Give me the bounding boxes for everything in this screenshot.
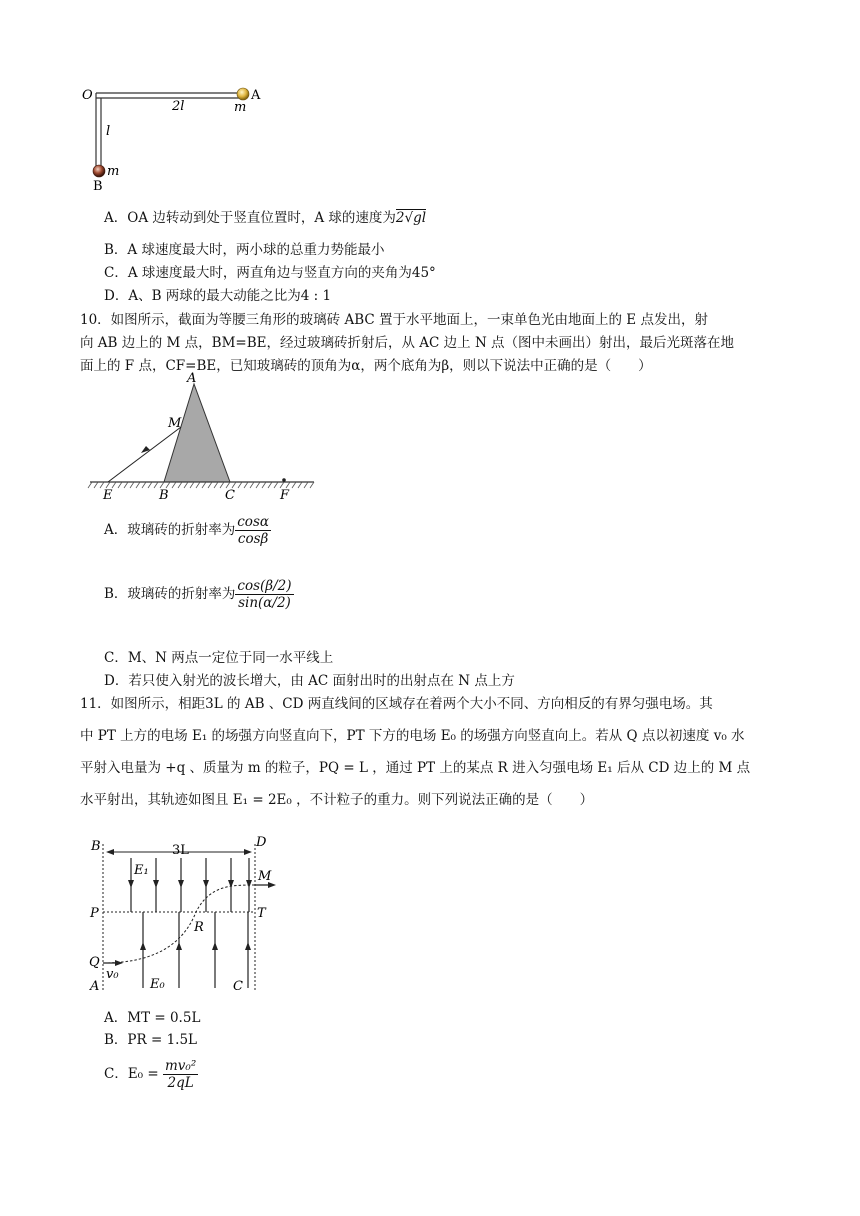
q9-option-d: D．A、B 两球的最大动能之比为4 : 1	[104, 288, 332, 304]
q10-option-a-prefix: A．玻璃砖的折射率为	[104, 522, 236, 538]
label-f10: F	[280, 488, 290, 503]
label-b11: B	[91, 839, 101, 854]
label-2l: 2l	[172, 99, 185, 114]
q9-option-b: B．A 球速度最大时，两小球的总重力势能最小	[104, 242, 385, 258]
label-e0: E₀	[150, 977, 165, 992]
q10-option-b	[104, 578, 294, 611]
q10-option-a-den: cosβ	[237, 531, 269, 547]
label-a10: A	[187, 371, 197, 386]
q11-option-c-prefix: C．E₀ =	[104, 1066, 159, 1082]
label-a11: A	[90, 979, 100, 994]
q11-option-b: B．PR = 1.5L	[104, 1032, 197, 1048]
q11-stem-line3: 平射入电量为 +q 、质量为 m 的粒子，PQ = L ，通过 PT 上的某点 R 进入匀强电场 E₁ 后从 CD 边上的 M 点	[80, 760, 751, 776]
ball-a	[237, 88, 249, 100]
v0-arrow-icon	[115, 960, 123, 966]
q10-figure	[86, 371, 326, 503]
label-v0: v₀	[106, 967, 119, 982]
q9-option-c: C．A 球速度最大时，两直角边与竖直方向的夹角为45°	[104, 265, 436, 281]
q10-option-c: C．M、N 两点一定位于同一水平线上	[104, 650, 334, 666]
label-t11: T	[257, 906, 266, 921]
q9-option-a-text: OA 边转动到处于竖直位置时，A 球的速度为	[127, 210, 396, 226]
label-p11: P	[90, 906, 99, 921]
q10-option-a	[104, 514, 271, 547]
label-mass-b: m	[107, 164, 120, 179]
q10-option-a-fraction	[235, 514, 271, 547]
label-m10: M	[168, 416, 182, 431]
q10-option-b-num: cos(β/2)	[237, 578, 292, 594]
q9-option-a-prefix: A．	[104, 210, 128, 226]
label-e10: E	[103, 488, 113, 503]
q10-option-b-prefix: B．玻璃砖的折射率为	[104, 586, 236, 602]
ball-b	[93, 165, 105, 177]
label-r11: R	[194, 920, 204, 935]
q9-option-a	[104, 208, 426, 228]
label-b: B	[93, 179, 103, 194]
point-f	[282, 478, 286, 482]
q10-stem-line1: 10．如图所示，截面为等腰三角形的玻璃砖 ABC 置于水平地面上，一束单色光由地面上的 E 点发出，射	[80, 312, 708, 328]
label-m11: M	[258, 869, 272, 884]
label-d11: D	[256, 835, 267, 850]
label-l: l	[106, 124, 111, 139]
q11-option-c-num: mv₀²	[165, 1058, 197, 1074]
label-3l: 3L	[172, 843, 189, 858]
q10-stem-line2: 向 AB 边上的 M 点，BM=BE，经过玻璃砖折射后，从 AC 边上 N 点（图中未画出）射出，最后光斑落在地	[80, 335, 735, 351]
label-c10: C	[225, 488, 235, 503]
q10-option-d: D．若只使入射光的波长增大，由 AC 面射出时的出射点在 N 点上方	[104, 673, 515, 689]
q11-option-c	[104, 1058, 198, 1091]
q11-figure	[86, 830, 286, 995]
q11-option-c-den: 2qL	[167, 1075, 194, 1091]
q10-stem-line3: 面上的 F 点，CF=BE，已知玻璃砖的顶角为α，两个底角为β，则以下说法中正确的是（ ）	[80, 358, 652, 374]
label-q11: Q	[89, 955, 100, 970]
q10-option-b-den: sin(α/2)	[238, 595, 291, 611]
q11-option-c-fraction	[163, 1058, 198, 1091]
q9-option-a-math: 2√gl	[395, 210, 427, 226]
q10-option-a-num: cosα	[237, 514, 269, 530]
q11-stem-line2: 中 PT 上方的电场 E₁ 的场强方向竖直向下，PT 下方的电场 E₀ 的场强方向竖直向上。若从 Q 点以初速度 v₀ 水	[80, 728, 745, 744]
label-c11: C	[233, 979, 243, 994]
label-o: O	[82, 88, 93, 103]
q9-figure	[78, 80, 278, 194]
label-b10: B	[159, 488, 169, 503]
q11-option-a: A．MT = 0.5L	[104, 1010, 201, 1026]
glass-prism	[164, 384, 230, 482]
label-a: A	[251, 88, 261, 103]
label-mass-a: m	[234, 100, 247, 115]
q10-option-b-fraction	[235, 578, 293, 611]
q11-stem-line4: 水平射出，其轨迹如图且 E₁ = 2E₀ ，不计粒子的重力。则下列说法正确的是（ ）	[80, 792, 594, 808]
q11-stem-line1: 11．如图所示，相距3L 的 AB 、CD 两直线间的区域存在着两个大小不同、方向相反的有界匀强电场。其	[80, 696, 713, 712]
label-e1: E₁	[134, 863, 149, 878]
